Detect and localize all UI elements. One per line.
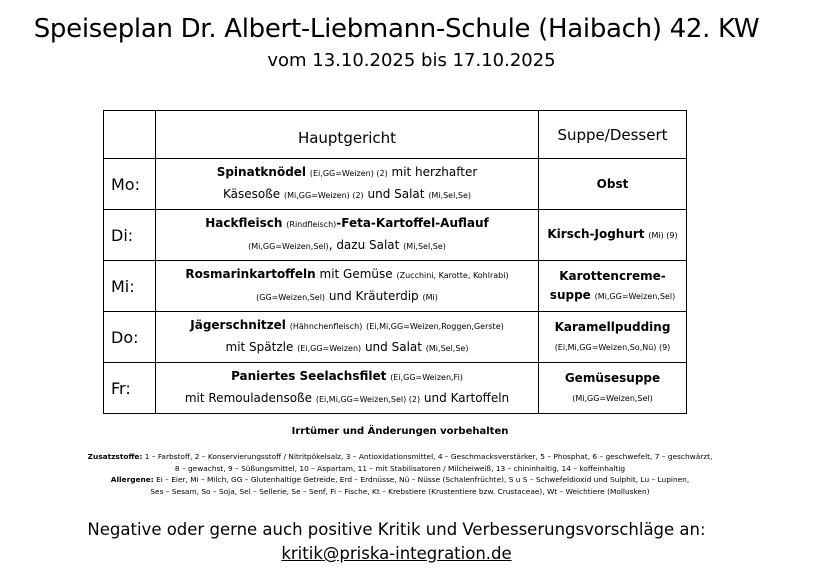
dish-text: mit Remouladensoße: [184, 391, 316, 405]
allergens-line-1: [0, 474, 800, 486]
dish-name: Karottencreme-: [559, 268, 666, 283]
soup-dessert-cell: [539, 312, 687, 363]
dish-text: Käsesoße: [222, 187, 281, 201]
text-line: [156, 366, 538, 388]
text-line: [539, 388, 686, 408]
disclaimer-note: Irrtümer und Änderungen vorbehalten: [291, 426, 509, 437]
allergen-codes: (Ei,GG=Weizen) (2): [309, 169, 388, 178]
text-line: [156, 264, 538, 286]
text-line: [156, 388, 538, 410]
allergen-codes: (GG=Weizen,Sel): [256, 293, 326, 302]
main-dish-cell: [156, 312, 539, 363]
dish-text: mit Spätzle: [225, 340, 298, 354]
dish-name: Karamellpudding: [554, 319, 671, 334]
allergen-codes: (Ei,GG=Weizen): [297, 344, 362, 353]
dish-name: Kirsch-Joghurt: [547, 227, 645, 241]
allergens-text-1: Ei – Eier, Mi – Milch, GG – Glutenhaltige Getreide, Erd – Erdnüsse, Nü – Nüsse (Schalenfrüchte), S u S – Schwefeldioxid und Sulphit, Lu – Lupinen,: [153, 475, 690, 484]
allergen-codes: (Zucchini, Karotte, Kohlrabi): [396, 271, 509, 280]
soup-dessert-cell: [539, 159, 687, 210]
dish-name: Rosmarinkartoffeln: [185, 267, 316, 281]
soup-dessert-cell: [539, 261, 687, 312]
text-line: [539, 318, 686, 337]
dish-text: mit Gemüse: [315, 267, 397, 281]
dish-name: Jägerschnitzel: [190, 318, 286, 332]
main-dish-cell: [156, 261, 539, 312]
allergens-line-2: Ses – Sesam, So – Soja, Sel – Sellerie, Se – Senf, Fi – Fische, Kt – Krebstiere (Krustentiere bzw. Crustaceae), Wt – Weichtiere (Mollusken): [150, 486, 650, 496]
text-line: [156, 235, 538, 257]
text-line: [156, 162, 538, 184]
allergen-codes: (Mi,Sel,Se): [425, 344, 469, 353]
dish-name: Gemüsesuppe: [564, 370, 661, 385]
dish-text: und Salat: [363, 187, 429, 201]
main-dish-cell: [156, 159, 539, 210]
dish-name: Paniertes Seelachsfilet: [231, 369, 387, 383]
additives-line-2: 8 – gewachst, 9 – Süßungsmittel, 10 – Aspartam, 11 – mit Stabilisatoren / Milcheiweiß, 13 – chininhaltig, 14 – koffeinhaltig: [174, 463, 626, 473]
allergen-codes: (Mi) (9): [648, 231, 678, 240]
allergen-codes: (Mi,Sel,Se): [428, 191, 471, 200]
allergen-codes: (Ei,Mi,GG=Weizen,Roggen,Gerste): [366, 322, 504, 331]
allergen-codes: (Mi,GG=Weizen) (2): [284, 191, 364, 200]
feedback-text: Negative oder gerne auch positive Kritik und Verbesserungsvorschläge an:: [87, 520, 706, 539]
text-line: [539, 286, 686, 306]
allergen-codes: (Mi,Sel,Se): [403, 242, 446, 251]
text-line: [156, 213, 538, 235]
main-dish-cell: [156, 210, 539, 261]
menu-table: [103, 110, 687, 414]
allergens-label: Allergene:: [110, 475, 154, 484]
dish-name: Spinatknödel: [216, 165, 307, 179]
feedback-email-link[interactable]: kritik@priska-integration.de: [281, 544, 512, 563]
allergen-codes: (Hähnchenfleisch): [289, 322, 363, 331]
dish-name: Obst: [596, 176, 629, 191]
day-label: Mo:: [104, 159, 156, 210]
text-line: [539, 175, 686, 194]
legend: [0, 451, 800, 497]
day-label: Do:: [104, 312, 156, 363]
allergen-codes: (Mi,GG=Weizen,Sel): [248, 242, 329, 251]
main-dish-cell: [156, 363, 539, 414]
menu-row: [104, 210, 687, 261]
dish-text: und Kräuterdip: [325, 289, 423, 303]
header-day-cell: [104, 111, 156, 159]
page-title: Speiseplan Dr. Albert-Liebmann-Schule (Haibach) 42. KW: [33, 14, 760, 44]
additives-text-1: 1 – Farbstoff, 2 – Konservierungsstoff / Nitritpökelsalz, 3 – Antioxidationsmittel, 4 – Geschmacksverstärker, 5 – Phosphat, 6 – geschwefelt, 7 – geschwärzt,: [142, 452, 713, 461]
additives-line-1: [0, 451, 800, 463]
text-line: [156, 315, 538, 337]
date-range: vom 13.10.2025 bis 17.10.2025: [267, 50, 556, 71]
allergen-codes: (Mi,GG=Weizen,Sel): [594, 291, 676, 301]
header-main-dish: Hauptgericht: [156, 111, 539, 159]
table-header-row: [104, 111, 687, 159]
additives-label: Zusatzstoffe:: [87, 452, 143, 461]
text-line: [156, 337, 538, 359]
text-line: [156, 286, 538, 308]
menu-row: [104, 159, 687, 210]
dish-text: und Salat: [361, 340, 426, 354]
dish-text: mit herzhafter: [387, 165, 478, 179]
header-soup-dessert: Suppe/Dessert: [539, 111, 687, 159]
dish-text: -Feta-Kartoffel-Auflauf: [336, 216, 489, 230]
dish-name: suppe: [549, 287, 591, 302]
day-label: Mi:: [104, 261, 156, 312]
text-line: [539, 267, 686, 286]
allergen-codes: (Ei,Mi,GG=Weizen,Sel) (2): [315, 395, 421, 404]
soup-dessert-cell: [539, 363, 687, 414]
allergen-codes: (Mi,GG=Weizen,Sel): [572, 393, 653, 403]
allergen-codes: (Ei,GG=Weizen,Fi): [390, 373, 463, 382]
allergen-codes: (Rindfleisch): [286, 220, 337, 229]
day-label: Di:: [104, 210, 156, 261]
text-line: [539, 337, 686, 357]
allergen-codes: (Mi): [422, 293, 438, 302]
soup-dessert-cell: [539, 210, 687, 261]
allergen-codes: (Ei,Mi,GG=Weizen,So,Nü) (9): [554, 342, 671, 352]
text-line: [156, 184, 538, 206]
text-line: [539, 225, 686, 245]
dish-text: und Kartoffeln: [420, 391, 510, 405]
dish-text: , dazu Salat: [328, 238, 404, 252]
menu-row: [104, 312, 687, 363]
menu-row: [104, 363, 687, 414]
day-label: Fr:: [104, 363, 156, 414]
dish-name: Hackfleisch: [205, 216, 283, 230]
text-line: [539, 369, 686, 388]
menu-row: [104, 261, 687, 312]
